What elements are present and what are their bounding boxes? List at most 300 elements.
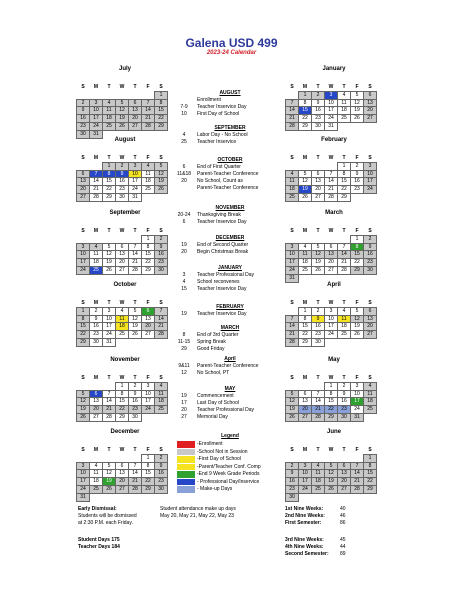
day-cell (286, 91, 299, 99)
day-cell: 25 (338, 115, 351, 123)
day-cell: 25 (142, 186, 155, 194)
day-cell: 3 (286, 243, 299, 251)
legend-item (177, 486, 287, 493)
day-cell: 18 (155, 398, 168, 406)
day-cell: 5 (351, 91, 364, 99)
september-events-header: SEPTEMBER (214, 125, 246, 131)
weekday-header: S (368, 228, 372, 234)
month-name: June (326, 429, 341, 435)
event-text: Labor Day - No School (197, 132, 248, 138)
day-cell (129, 493, 142, 501)
day-cell: 29 (325, 413, 338, 421)
event-text: Good Friday (197, 346, 225, 352)
day-cell: 18 (364, 398, 377, 406)
legend-label: -Enrollment (197, 441, 223, 447)
day-cell (338, 274, 351, 282)
day-cell: 2 (77, 99, 90, 107)
event-date: 15 (181, 286, 187, 292)
day-cell: 6 (129, 99, 142, 107)
day-cell: 14 (286, 107, 299, 115)
day-cell: 8 (142, 462, 155, 470)
day-cell: 7 (129, 243, 142, 251)
day-cell: 2 (338, 382, 351, 390)
day-cell: 12 (325, 470, 338, 478)
student-days: Student Days 175 (78, 537, 120, 543)
month-grid (76, 300, 168, 347)
day-cell: 5 (129, 307, 142, 315)
day-cell: 4 (364, 382, 377, 390)
weekday-header: W (328, 300, 334, 306)
day-cell: 17 (325, 107, 338, 115)
nine-weeks-label: 1st Nine Weeks: (285, 506, 324, 512)
day-cell: 20 (77, 186, 90, 194)
day-cell: 23 (312, 331, 325, 339)
day-cell: 2 (351, 162, 364, 170)
day-cell (142, 91, 155, 99)
day-cell (129, 235, 142, 243)
day-cell: 7 (286, 99, 299, 107)
day-cell: 28 (142, 122, 155, 130)
legend-swatch (177, 486, 195, 493)
day-cell (90, 493, 103, 501)
month-name: December (110, 429, 140, 435)
day-cell: 13 (116, 251, 129, 259)
day-cell: 17 (103, 323, 116, 331)
weekday-header: S (81, 155, 85, 162)
month-grid (76, 228, 168, 275)
day-cell: 19 (116, 115, 129, 123)
day-cell: 7 (129, 462, 142, 470)
month-name: November (110, 357, 140, 363)
day-cell: 20 (338, 478, 351, 486)
day-cell (364, 493, 377, 501)
day-cell: 13 (364, 315, 377, 323)
day-cell (77, 91, 90, 99)
day-cell (116, 493, 129, 501)
weekday-header: T (316, 375, 320, 382)
day-cell: 4 (142, 162, 155, 170)
day-cell: 10 (325, 99, 338, 107)
event-text: End of Second Quarter (197, 242, 249, 248)
day-cell: 15 (299, 323, 312, 331)
day-cell: 10 (325, 315, 338, 323)
day-cell: 25 (90, 266, 103, 274)
day-cell (129, 91, 142, 99)
day-cell (155, 338, 168, 346)
day-cell: 28 (103, 413, 116, 421)
day-cell: 8 (116, 390, 129, 398)
event-text: Teacher Professional Day (197, 272, 254, 278)
day-cell: 3 (77, 243, 90, 251)
page-title: Galena USD 499 (185, 36, 278, 50)
weekday-header: S (290, 84, 294, 91)
weekday-header: S (159, 228, 163, 234)
day-cell: 22 (142, 259, 155, 267)
day-cell: 29 (116, 413, 129, 421)
weekday-header: S (290, 447, 294, 454)
day-cell: 21 (129, 478, 142, 486)
month-name: September (109, 210, 141, 216)
weekday-header: M (302, 447, 308, 454)
day-cell: 14 (325, 178, 338, 186)
day-cell: 9 (77, 107, 90, 115)
day-cell: 1 (325, 382, 338, 390)
day-cell: 3 (325, 91, 338, 99)
weekday-header: M (93, 228, 99, 235)
day-cell: 24 (77, 485, 90, 493)
event-text: Teacher Professional Day (197, 407, 254, 413)
month-grid (76, 447, 168, 502)
early-dismissal-title: Early Dismissal: (78, 506, 117, 512)
day-cell: 16 (312, 107, 325, 115)
day-cell: 24 (286, 266, 299, 274)
event-date: 10 (181, 111, 187, 117)
day-cell: 26 (286, 413, 299, 421)
day-cell: 2 (155, 235, 168, 243)
weekday-header: W (119, 155, 125, 161)
weekday-header: T (107, 300, 111, 306)
legend-label: -End 9 Week Grade Periods (197, 471, 260, 477)
day-cell: 22 (299, 115, 312, 123)
month-grid (285, 228, 377, 283)
day-cell: 27 (364, 331, 377, 339)
weekday-header: T (342, 375, 346, 381)
day-cell: 5 (286, 390, 299, 398)
day-cell: 4 (338, 91, 351, 99)
day-cell: 21 (325, 186, 338, 194)
day-cell: 11 (312, 470, 325, 478)
day-cell: 21 (312, 406, 325, 414)
day-cell: 27 (90, 413, 103, 421)
day-cell (299, 493, 312, 501)
day-cell: 27 (325, 266, 338, 274)
day-cell (351, 493, 364, 501)
day-cell (364, 338, 377, 346)
weekday-header: S (290, 375, 294, 382)
weekday-header: F (355, 84, 359, 90)
day-cell: 5 (325, 462, 338, 470)
april-events-header: April (224, 356, 236, 362)
day-cell: 22 (77, 331, 90, 339)
day-cell: 31 (286, 274, 299, 282)
month-grid (285, 447, 377, 502)
month-name: May (328, 357, 340, 363)
day-cell: 6 (116, 462, 129, 470)
day-cell: 25 (103, 122, 116, 130)
day-cell: 19 (312, 259, 325, 267)
legend-swatch (177, 449, 195, 456)
day-cell: 30 (90, 338, 103, 346)
event-date: 6 (182, 164, 186, 170)
day-cell: 25 (155, 406, 168, 414)
weekday-header: S (368, 375, 372, 381)
day-cell (286, 382, 299, 390)
month-name: July (118, 66, 131, 72)
page-subtitle: 2023-24 Calendar (206, 50, 257, 56)
weekday-header: F (355, 155, 359, 161)
day-cell: 24 (90, 122, 103, 130)
day-cell: 20 (116, 259, 129, 267)
day-cell: 25 (338, 331, 351, 339)
day-cell: 13 (299, 398, 312, 406)
event-date: 8 (182, 332, 186, 338)
day-cell: 4 (312, 462, 325, 470)
day-cell: 19 (351, 323, 364, 331)
day-cell: 13 (129, 107, 142, 115)
day-cell: 24 (325, 115, 338, 123)
weekday-header: S (81, 447, 85, 454)
day-cell: 13 (364, 99, 377, 107)
month-name: October (113, 282, 137, 288)
day-cell: 9 (129, 390, 142, 398)
event-text: Parent-Teacher Conference (197, 363, 259, 369)
early-dismissal-line1: Students will be dismissed (78, 513, 137, 519)
day-cell: 15 (299, 107, 312, 115)
event-date: 12 (181, 370, 187, 376)
day-cell: 15 (142, 470, 155, 478)
event-date: 4 (182, 279, 186, 285)
day-cell: 8 (325, 390, 338, 398)
day-cell: 14 (129, 251, 142, 259)
month-grid (285, 300, 377, 347)
day-cell: 21 (90, 186, 103, 194)
day-cell: 20 (116, 478, 129, 486)
legend-item (177, 479, 287, 486)
day-cell: 6 (299, 390, 312, 398)
day-cell (142, 413, 155, 421)
day-cell: 20 (129, 115, 142, 123)
weekday-header: T (133, 300, 137, 306)
day-cell: 31 (90, 130, 103, 138)
day-cell: 14 (338, 251, 351, 259)
day-cell: 20 (90, 406, 103, 414)
day-cell: 27 (116, 266, 129, 274)
legend-item (177, 441, 287, 448)
weekday-header: S (159, 84, 163, 90)
weekday-header: F (146, 300, 150, 306)
day-cell: 14 (90, 178, 103, 186)
weekday-header: T (133, 375, 137, 381)
day-cell: 22 (142, 478, 155, 486)
day-cell: 16 (364, 251, 377, 259)
day-cell: 6 (325, 243, 338, 251)
day-cell: 6 (116, 243, 129, 251)
day-cell (338, 454, 351, 462)
day-cell: 1 (142, 235, 155, 243)
day-cell: 10 (351, 390, 364, 398)
day-cell: 5 (299, 170, 312, 178)
day-cell: 29 (299, 338, 312, 346)
legend-item (177, 449, 287, 456)
day-cell: 28 (129, 485, 142, 493)
day-cell: 6 (338, 462, 351, 470)
legend-header: Legend (221, 433, 239, 439)
weekday-header: T (107, 375, 111, 382)
day-cell: 5 (77, 390, 90, 398)
day-cell: 7 (286, 315, 299, 323)
event-text: Teacher Inservice (197, 139, 237, 145)
day-cell: 25 (364, 406, 377, 414)
day-cell: 30 (286, 493, 299, 501)
day-cell: 12 (286, 398, 299, 406)
day-cell (116, 235, 129, 243)
day-cell: 14 (286, 323, 299, 331)
month-name: April (327, 282, 341, 288)
day-cell: 23 (129, 406, 142, 414)
day-cell: 23 (364, 259, 377, 267)
weekday-header: M (93, 300, 99, 306)
day-cell: 14 (142, 107, 155, 115)
day-cell: 22 (116, 406, 129, 414)
event-text: Spring Break (197, 339, 226, 345)
weekday-header: T (107, 84, 111, 91)
day-cell: 23 (77, 122, 90, 130)
day-cell: 21 (103, 406, 116, 414)
event-text: Memorial Day (197, 414, 228, 420)
legend-swatch (177, 464, 195, 471)
day-cell: 9 (286, 470, 299, 478)
day-cell: 22 (103, 186, 116, 194)
day-cell: 11 (338, 315, 351, 323)
day-cell: 16 (155, 470, 168, 478)
day-cell (312, 235, 325, 243)
day-cell: 30 (116, 193, 129, 201)
day-cell: 2 (312, 307, 325, 315)
day-cell: 31 (129, 193, 142, 201)
day-cell (312, 274, 325, 282)
day-cell: 10 (90, 107, 103, 115)
event-date: 3 (182, 272, 186, 278)
day-cell: 23 (155, 259, 168, 267)
weekday-header: W (119, 228, 125, 235)
day-cell (325, 338, 338, 346)
day-cell (90, 162, 103, 170)
day-cell (155, 413, 168, 421)
weekday-header: T (133, 84, 137, 91)
day-cell: 16 (351, 178, 364, 186)
day-cell (351, 274, 364, 282)
weekday-header: T (316, 84, 320, 90)
day-cell: 15 (325, 398, 338, 406)
event-text: Commencement (197, 393, 234, 399)
day-cell: 30 (155, 485, 168, 493)
day-cell (129, 454, 142, 462)
day-cell: 25 (299, 266, 312, 274)
day-cell (364, 274, 377, 282)
weekday-header: T (342, 447, 346, 454)
weekday-header: S (159, 447, 163, 453)
day-cell: 3 (351, 382, 364, 390)
weekday-header: S (159, 155, 163, 161)
legend-swatch (177, 471, 195, 478)
weekday-header: W (328, 375, 334, 381)
weekday-header: M (302, 84, 308, 90)
day-cell: 8 (299, 99, 312, 107)
november-events-header: NOVEMBER (215, 205, 245, 211)
day-cell: 15 (364, 470, 377, 478)
day-cell: 8 (351, 243, 364, 251)
weekday-header: F (355, 375, 359, 381)
day-cell: 21 (351, 478, 364, 486)
day-cell: 19 (351, 107, 364, 115)
day-cell: 1 (116, 382, 129, 390)
day-cell: 24 (142, 406, 155, 414)
day-cell (103, 454, 116, 462)
day-cell (364, 193, 377, 201)
day-cell (90, 454, 103, 462)
day-cell: 5 (103, 462, 116, 470)
day-cell: 18 (286, 186, 299, 194)
day-cell: 15 (77, 323, 90, 331)
weekday-header: F (355, 228, 359, 234)
legend-label: -Parent/Teacher Conf. Comp (197, 463, 261, 470)
weekday-header: M (93, 84, 99, 91)
event-text: School reconvenes (197, 279, 240, 285)
day-cell: 24 (103, 331, 116, 339)
day-cell: 12 (129, 315, 142, 323)
day-cell: 14 (351, 470, 364, 478)
weekday-header: S (159, 300, 163, 306)
day-cell (338, 122, 351, 130)
october-events-header: OCTOBER (217, 157, 243, 163)
weekday-header: S (290, 228, 294, 235)
day-cell: 6 (364, 91, 377, 99)
day-cell: 21 (338, 259, 351, 267)
weekday-header: S (81, 228, 85, 235)
day-cell: 29 (364, 485, 377, 493)
day-cell: 3 (364, 162, 377, 170)
weekday-header: S (290, 300, 294, 307)
day-cell: 11 (286, 178, 299, 186)
day-cell (142, 493, 155, 501)
day-cell: 1 (364, 454, 377, 462)
day-cell: 11 (364, 390, 377, 398)
day-cell (116, 91, 129, 99)
day-cell (286, 307, 299, 315)
day-cell (312, 382, 325, 390)
day-cell: 22 (299, 331, 312, 339)
day-cell: 29 (142, 266, 155, 274)
day-cell (351, 338, 364, 346)
day-cell: 30 (77, 130, 90, 138)
day-cell: 21 (286, 331, 299, 339)
weekday-header: S (368, 155, 372, 161)
event-date: 9&11 (178, 363, 190, 369)
day-cell: 14 (312, 398, 325, 406)
event-text: Enrollment (197, 97, 221, 103)
event-text: End of 3rd Quarter (197, 332, 239, 338)
event-text: End of First Quarter (197, 164, 241, 170)
day-cell: 20 (364, 107, 377, 115)
day-cell (364, 413, 377, 421)
day-cell: 29 (142, 485, 155, 493)
day-cell (103, 382, 116, 390)
teacher-days: Teacher Days 184 (78, 544, 120, 550)
day-cell: 29 (155, 122, 168, 130)
day-cell: 28 (286, 122, 299, 130)
weekday-header: S (81, 300, 85, 306)
day-cell: 27 (116, 485, 129, 493)
day-cell: 11 (90, 470, 103, 478)
day-cell (103, 493, 116, 501)
day-cell: 28 (90, 193, 103, 201)
day-cell (312, 493, 325, 501)
day-cell: 26 (312, 266, 325, 274)
day-cell: 18 (90, 478, 103, 486)
day-cell: 19 (77, 406, 90, 414)
day-cell: 8 (103, 170, 116, 178)
month-name: August (114, 137, 136, 143)
